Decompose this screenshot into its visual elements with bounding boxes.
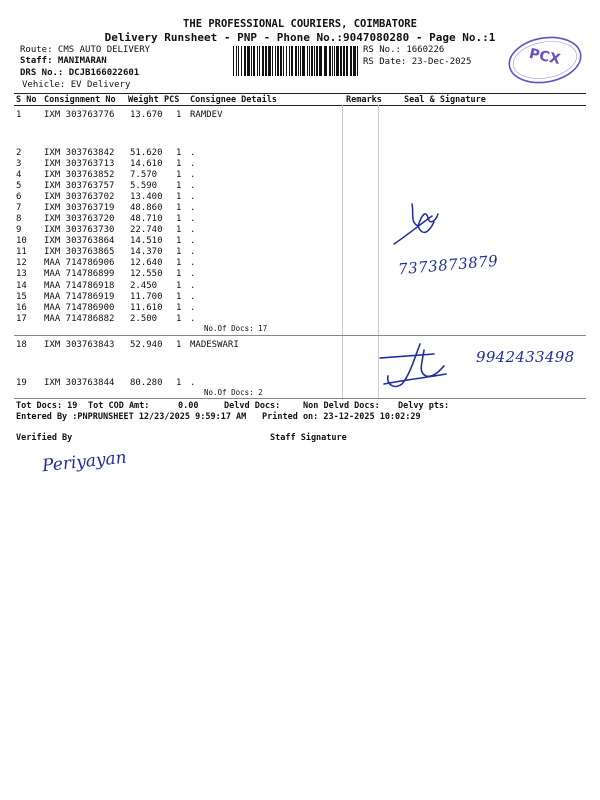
verified-by-label: Verified By: [16, 433, 73, 443]
barcode-bar: [329, 46, 331, 76]
row-consignment: IXM 303763719: [44, 203, 115, 213]
row-pcs: 1: [176, 214, 182, 224]
barcode-bar: [350, 46, 352, 76]
verifier-signature: Periyayan: [41, 447, 128, 477]
consignee-1-signature: [388, 196, 448, 252]
barcode-bar: [324, 46, 327, 76]
group-1-doc-count: No.Of Docs: 17: [204, 324, 268, 333]
row-pcs: 1: [176, 181, 182, 191]
barcode-bar: [286, 46, 287, 76]
staff-label: Staff: MANIMARAN: [20, 56, 107, 66]
row-consignment: IXM 303763843: [44, 340, 115, 350]
delivery-points: Delvy pts:: [398, 401, 450, 411]
row-weight: 52.940: [130, 340, 163, 350]
barcode-bar: [277, 46, 279, 76]
row-consignment: MAA 714786900: [44, 303, 115, 313]
barcode-bar: [289, 46, 290, 76]
barcode-bar: [353, 46, 356, 76]
row-consignee: .: [190, 203, 196, 213]
row-sno: 14: [16, 281, 27, 291]
col-seal: Seal & Signature: [404, 95, 486, 105]
row-consignee: .: [190, 170, 196, 180]
barcode-bar: [283, 46, 284, 76]
group-divider: [14, 335, 586, 336]
row-pcs: 1: [176, 281, 182, 291]
row-pcs: 1: [176, 340, 182, 350]
row-pcs: 1: [176, 258, 182, 268]
row-consignment: MAA 714786919: [44, 292, 115, 302]
barcode-bar: [291, 46, 293, 76]
row-pcs: 1: [176, 203, 182, 213]
row-consignment: IXM 303763702: [44, 192, 115, 202]
row-consignment: MAA 714786918: [44, 281, 115, 291]
row-weight: 13.670: [130, 110, 163, 120]
row-consignee: .: [190, 247, 196, 257]
row-pcs: 1: [176, 170, 182, 180]
row-pcs: 1: [176, 303, 182, 313]
row-sno: 1: [16, 110, 22, 120]
barcode-graphic: [232, 46, 360, 76]
pcx-stamp: [505, 34, 585, 86]
row-consignee: .: [190, 269, 196, 279]
row-consignment: IXM 303763757: [44, 181, 115, 191]
row-sno: 12: [16, 258, 27, 268]
row-pcs: 1: [176, 110, 182, 120]
barcode-bar: [302, 46, 305, 76]
row-sno: 7: [16, 203, 22, 213]
barcode-bar: [238, 46, 239, 76]
row-consignment: IXM 303763852: [44, 170, 115, 180]
col-remarks: Remarks: [346, 95, 382, 105]
cod-label: Tot COD Amt:: [88, 401, 150, 411]
row-consignee: .: [190, 258, 196, 268]
barcode-bar: [343, 46, 345, 76]
barcode-bar: [307, 46, 308, 76]
non-delivered-docs: Non Delvd Docs:: [303, 401, 380, 411]
row-weight: 11.700: [130, 292, 163, 302]
col-consignee: Consignee Details: [190, 95, 277, 105]
barcode-bar: [346, 46, 348, 76]
header-rule-top: [14, 93, 586, 94]
row-consignment: IXM 303763864: [44, 236, 115, 246]
row-sno: 11: [16, 247, 27, 257]
barcode-bar: [265, 46, 267, 76]
row-consignee: .: [190, 225, 196, 235]
barcode-bar: [311, 46, 313, 76]
barcode-bar: [319, 46, 322, 76]
row-consignment: MAA 714786906: [44, 258, 115, 268]
row-weight: 80.280: [130, 378, 163, 388]
row-pcs: 1: [176, 247, 182, 257]
row-consignee: .: [190, 181, 196, 191]
row-consignee: .: [190, 314, 196, 324]
row-consignee: .: [190, 192, 196, 202]
barcode: [232, 46, 360, 76]
remarks-separator: [342, 105, 343, 398]
row-pcs: 1: [176, 314, 182, 324]
row-consignee: .: [190, 148, 196, 158]
row-sno: 9: [16, 225, 22, 235]
row-weight: 2.450: [130, 281, 158, 291]
row-weight: 12.640: [130, 258, 163, 268]
consignee-2-signature: [374, 340, 454, 392]
barcode-bar: [241, 46, 242, 76]
row-consignee: .: [190, 292, 196, 302]
barcode-bar: [236, 46, 237, 76]
row-consignment: IXM 303763842: [44, 148, 115, 158]
row-sno: 2: [16, 148, 22, 158]
barcode-bar: [298, 46, 299, 76]
total-docs: Tot Docs: 19: [16, 401, 78, 411]
barcode-bar: [257, 46, 258, 76]
barcode-bar: [280, 46, 282, 76]
row-pcs: 1: [176, 148, 182, 158]
row-weight: 22.740: [130, 225, 163, 235]
row-consignment: MAA 714786882: [44, 314, 115, 324]
header-rule-bottom: [14, 105, 586, 106]
col-weight: Weight: [128, 95, 159, 105]
consignee-1-phone: 7373873879: [397, 251, 500, 279]
barcode-bar: [253, 46, 255, 76]
row-weight: 2.500: [130, 314, 158, 324]
barcode-bar: [268, 46, 271, 76]
barcode-bar: [334, 46, 335, 76]
barcode-bar: [272, 46, 273, 76]
col-pcs: PCS: [164, 95, 180, 105]
row-consignment: IXM 303763720: [44, 214, 115, 224]
staff-signature-label: Staff Signature: [270, 433, 347, 443]
consignee-2-phone: 9942433498: [476, 348, 575, 366]
row-sno: 3: [16, 159, 22, 169]
barcode-bar: [300, 46, 301, 76]
entered-by: Entered By :PNPRUNSHEET 12/23/2025 9:59:17 AM: [16, 412, 247, 422]
row-pcs: 1: [176, 378, 182, 388]
row-sno: 18: [16, 340, 27, 350]
rs-number: RS No.: 1660226: [363, 45, 445, 55]
delivered-docs: Delvd Docs:: [224, 401, 281, 411]
drs-label: DRS No.: DCJB166022601: [20, 68, 140, 78]
rs-date: RS Date: 23-Dec-2025: [363, 57, 472, 67]
row-sno: 5: [16, 181, 22, 191]
row-consignee: .: [190, 214, 196, 224]
row-consignment: IXM 303763865: [44, 247, 115, 257]
row-pcs: 1: [176, 269, 182, 279]
row-weight: 14.610: [130, 159, 163, 169]
company-name: THE PROFESSIONAL COURIERS, COIMBATORE: [183, 18, 417, 30]
row-pcs: 1: [176, 292, 182, 302]
barcode-bar: [316, 46, 318, 76]
barcode-bar: [244, 46, 246, 76]
row-weight: 48.710: [130, 214, 163, 224]
col-consignment: Consignment No: [44, 95, 116, 105]
group-2-doc-count: No.Of Docs: 2: [204, 388, 263, 397]
barcode-bar: [336, 46, 339, 76]
vehicle-label: Vehicle: EV Delivery: [22, 80, 131, 90]
barcode-bar: [251, 46, 252, 76]
barcode-bar: [259, 46, 260, 76]
row-pcs: 1: [176, 159, 182, 169]
col-sno: S No: [16, 95, 37, 105]
row-consignment: IXM 303763844: [44, 378, 115, 388]
barcode-bar: [295, 46, 297, 76]
row-sno: 4: [16, 170, 22, 180]
row-weight: 48.860: [130, 203, 163, 213]
row-weight: 12.550: [130, 269, 163, 279]
barcode-bar: [314, 46, 315, 76]
barcode-bar: [340, 46, 342, 76]
barcode-bar: [275, 46, 276, 76]
row-weight: 13.400: [130, 192, 163, 202]
row-consignment: IXM 303763713: [44, 159, 115, 169]
row-consignee: .: [190, 378, 196, 388]
row-consignee: .: [190, 303, 196, 313]
row-consignee: RAMDEV: [190, 110, 223, 120]
row-pcs: 1: [176, 192, 182, 202]
row-weight: 5.590: [130, 181, 158, 191]
cod-value: 0.00: [178, 401, 199, 411]
row-sno: 8: [16, 214, 22, 224]
row-consignment: IXM 303763776: [44, 110, 115, 120]
row-weight: 51.620: [130, 148, 163, 158]
row-consignment: IXM 303763730: [44, 225, 115, 235]
row-sno: 17: [16, 314, 27, 324]
barcode-bar: [357, 46, 358, 76]
runsheet-title: Delivery Runsheet - PNP - Phone No.:9047080280 - Page No.:1: [104, 31, 496, 44]
stamp-text: PCX: [527, 45, 562, 69]
row-consignee: MADESWARI: [190, 340, 239, 350]
row-sno: 13: [16, 269, 27, 279]
row-sno: 15: [16, 292, 27, 302]
row-weight: 14.510: [130, 236, 163, 246]
barcode-bar: [262, 46, 264, 76]
row-sno: 16: [16, 303, 27, 313]
row-pcs: 1: [176, 225, 182, 235]
row-sno: 6: [16, 192, 22, 202]
table-bottom-rule: [14, 398, 586, 399]
row-weight: 14.370: [130, 247, 163, 257]
row-weight: 7.570: [130, 170, 158, 180]
printed-on: Printed on: 23-12-2025 10:02:29: [262, 412, 421, 422]
row-pcs: 1: [176, 236, 182, 246]
row-weight: 11.610: [130, 303, 163, 313]
route-label: Route: CMS AUTO DELIVERY: [20, 45, 151, 55]
barcode-bar: [309, 46, 310, 76]
barcode-bar: [247, 46, 250, 76]
barcode-bar: [233, 46, 234, 76]
barcode-bar: [332, 46, 333, 76]
row-consignee: .: [190, 281, 196, 291]
row-consignee: .: [190, 236, 196, 246]
row-sno: 19: [16, 378, 27, 388]
row-sno: 10: [16, 236, 27, 246]
row-consignment: MAA 714786899: [44, 269, 115, 279]
row-consignee: .: [190, 159, 196, 169]
